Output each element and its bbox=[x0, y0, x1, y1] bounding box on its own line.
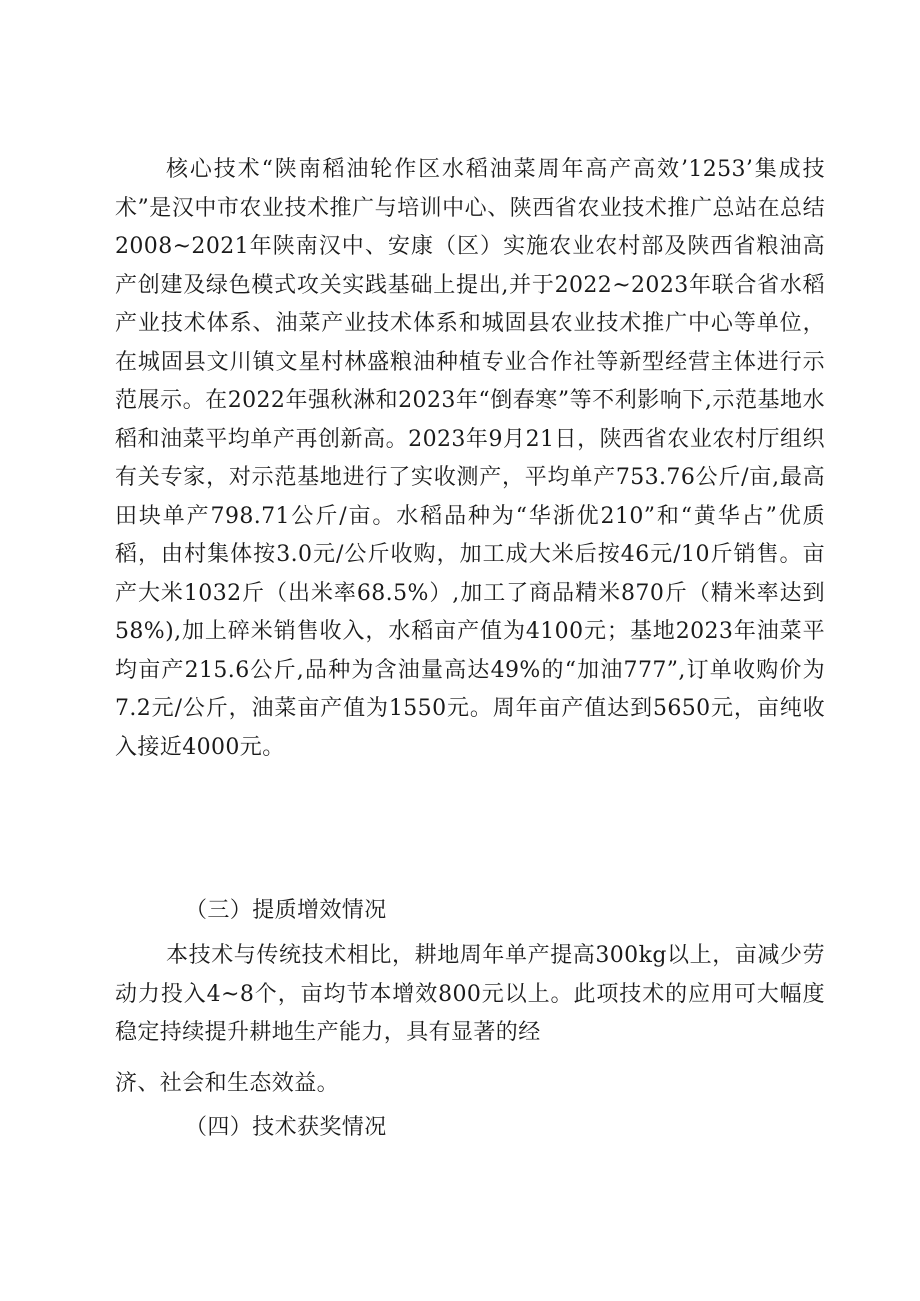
section-heading-quality-efficiency: （三）提质增效情况 bbox=[185, 898, 387, 923]
body-paragraph-quality-efficiency-tail: 济、社会和生态效益。 bbox=[115, 1071, 340, 1096]
body-paragraph-quality-efficiency: 本技术与传统技术相比，耕地周年单产提高300kg以上，亩减少劳动力投入4~8个，亩均节本增效800元以上。此项技术的应用可大幅度稳定持续提升耕地生产能力，具有显著的经 bbox=[115, 943, 825, 1045]
body-paragraph-core-technology: 核心技术“陕南稻油轮作区水稻油菜周年高产高效’1253’集成技术”是汉中市农业技术推广与培训中心、陕西省农业技术推广总站在总结2008~2021年陕南汉中、安康（区）实施农业农村部及陕西省粮油高产创建及绿色模式攻关实践基础上提出,并于2022~2023年联合省水稻产业技术体系、油菜产业技术体系和城固县农业技术推广中心等单位，在城固县文川镇文星村林盛粮油种植专业合作社等新型经营主体进行示范展示。在2022年强秋淋和2023年“倒春寒”等不利影响下,示范基地水稻和油菜平均单产再创新高。2023年9月21日，陕西省农业农村厅组织有关专家，对示范基地进行了实收测产，平均单产753.76公斤/亩,最高田块单产798.71公斤/亩。水稻品种为“华浙优210”和“黄华占”优质稻，由村集体按3.0元/公斤收购，加工成大米后按46元/10斤销售。亩产大米1032斤（出米率68.5%）,加工了商品精米870斤（精米率达到58%),加上碎米销售收入，水稻亩产值为4100元；基地2023年油菜平均亩产215.6公斤,品种为含油量高达49%的“加油777”,订单收购价为7.2元/公斤，油菜亩产值为1550元。周年亩产值达到5650元，亩纯收入接近4000元。 bbox=[115, 157, 825, 760]
section-heading-awards: （四）技术获奖情况 bbox=[185, 1115, 387, 1140]
